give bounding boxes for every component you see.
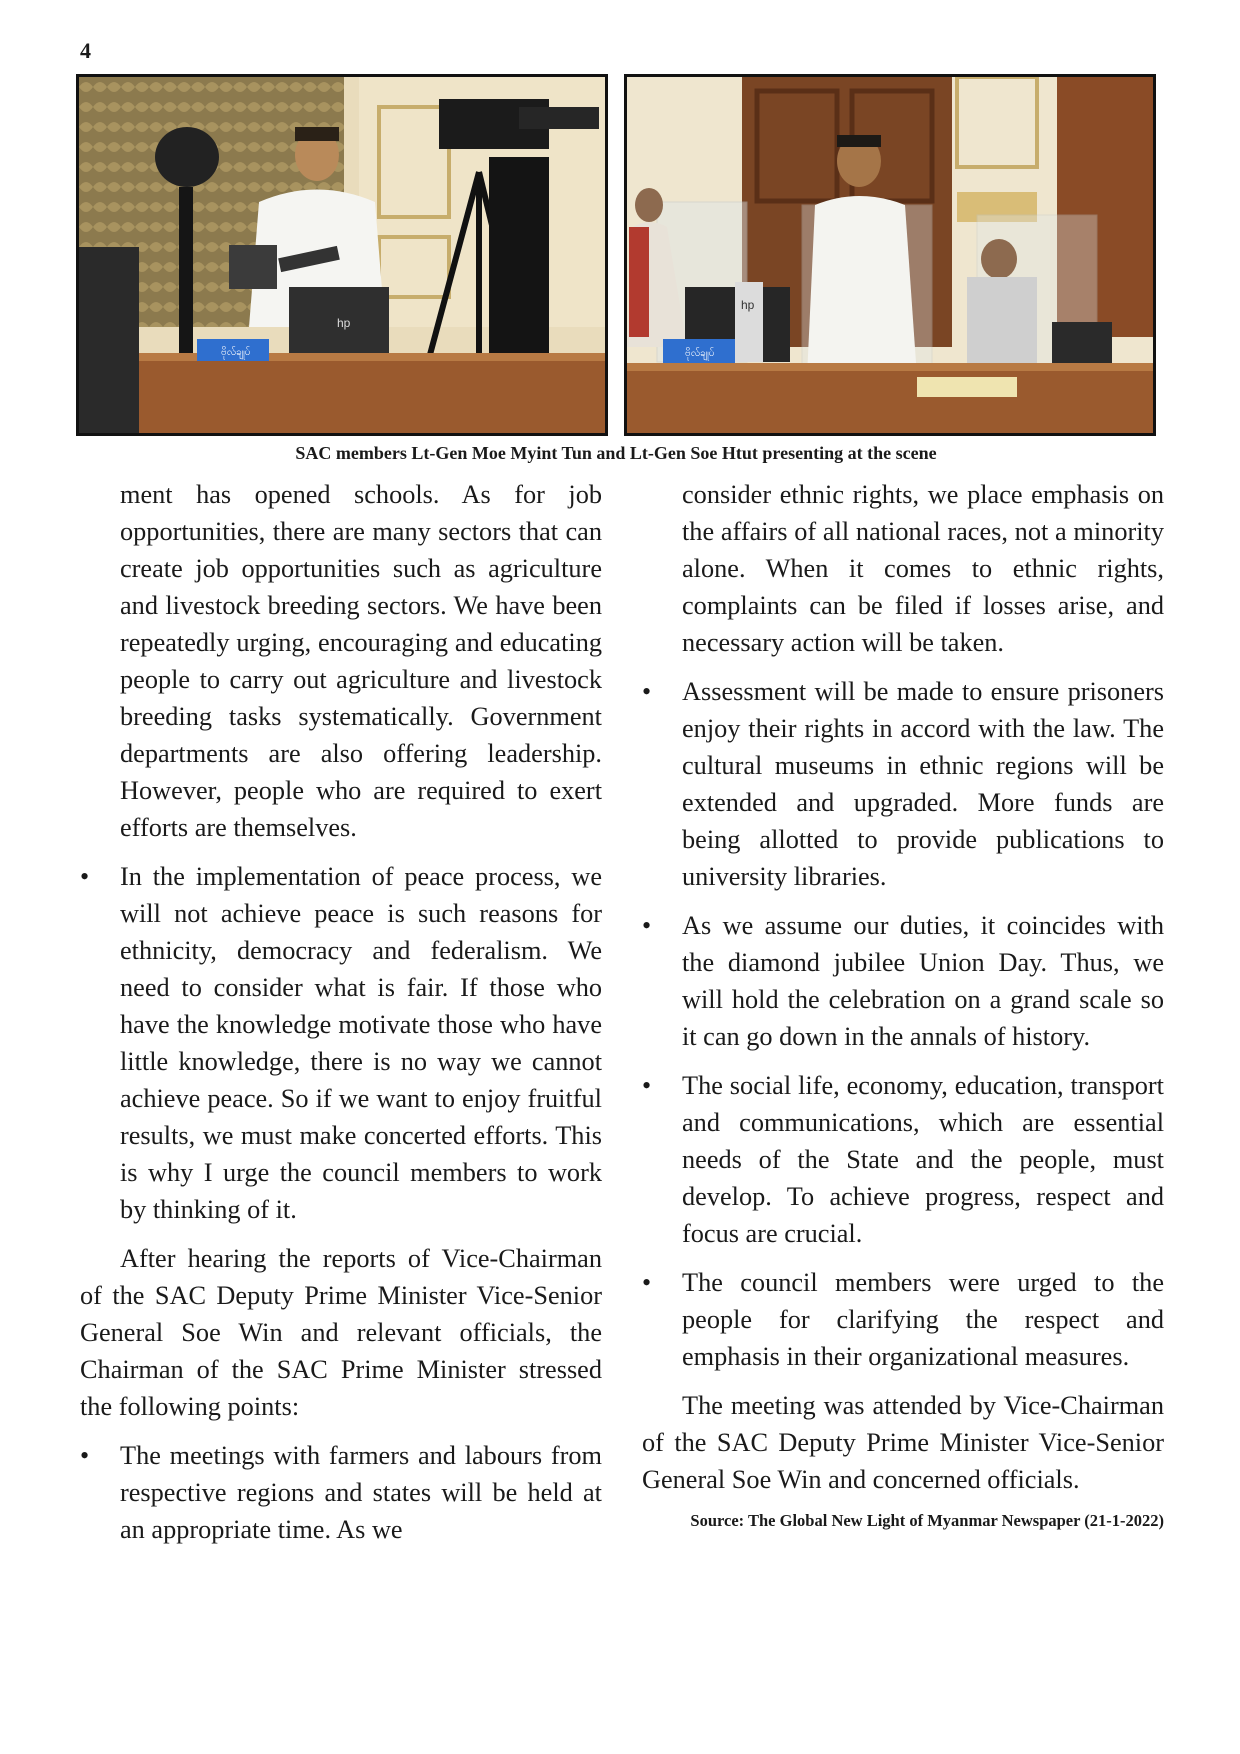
article-column-right (642, 476, 1164, 1532)
bullet-dot: • (80, 1441, 90, 1470)
meeting-photo-right (624, 74, 1156, 436)
body-paragraph: After hearing the reports of Vice-Chairman of the SAC Deputy Prime Minister Vice-Senior General Soe Win and relevant officials, the Chairman of the SAC Prime Minister stressed the following points: (80, 1244, 602, 1421)
closing-paragraph: The meeting was attended by Vice-Chairman of the SAC Deputy Prime Minister Vice-Senior General Soe Win and concerned officials. (642, 1391, 1164, 1494)
bullet-dot: • (642, 911, 652, 940)
source-credit: Source: The Global New Light of Myanmar Newspaper (21-1-2022) (690, 1511, 1164, 1530)
bullet-text: The council members were urged to the people for clarifying the respect and emphasis in their organizational measures. (682, 1268, 1164, 1371)
bullet-item (80, 1437, 602, 1548)
continued-paragraph: consider ethnic rights, we place emphasis on the affairs of all national races, not a minority alone. When it comes to ethnic rights, complaints can be filed if losses arise, and necessary action will be taken. (682, 480, 1164, 657)
article-column-left (80, 476, 602, 1560)
bullet-dot: • (80, 862, 90, 891)
name-plate-right: ဗိုလ်ချုပ် (685, 348, 715, 359)
bullet-item (642, 673, 1164, 895)
bullet-text: The meetings with farmers and labours from respective regions and states will be held at an appropriate time. As we (120, 1441, 602, 1544)
bullet-dot: • (642, 677, 652, 706)
bullet-text: As we assume our duties, it coincides with the diamond jubilee Union Day. Thus, we will hold the celebration on a grand scale so it can go down in the annals of history. (682, 911, 1164, 1051)
hp-logo-right: hp (741, 298, 755, 312)
bullet-item (642, 1264, 1164, 1375)
photo-caption: SAC members Lt-Gen Moe Myint Tun and Lt-Gen Soe Htut presenting at the scene (295, 443, 937, 463)
bullet-text: The social life, economy, education, transport and communications, which are essential needs of the State and the people, must develop. To achieve progress, respect and focus are crucial. (682, 1071, 1164, 1248)
bullet-text: Assessment will be made to ensure prisoners enjoy their rights in accord with the law. The cultural museums in ethnic regions will be extended and upgraded. More funds are being allotted to provide publications to university libraries. (682, 677, 1164, 891)
meeting-photo-right-illustration (627, 77, 1153, 433)
continued-paragraph: ment has opened schools. As for job opportunities, there are many sectors that can create job opportunities such as agriculture and livestock breeding sectors. We have been repeatedly urging, encouraging and educating people to carry out agriculture and livestock breeding tasks systematically. Government departments are also offering leadership. However, people who are required to exert efforts are themselves. (120, 480, 602, 842)
page-number: 4 (80, 38, 91, 63)
meeting-photo-left-illustration (79, 77, 605, 433)
bullet-text: In the implementation of peace process, we will not achieve peace is such reasons for ethnicity, democracy and federalism. We need to consider what is fair. If those who have the knowledge motivate those who have little knowledge, there is no way we cannot achieve peace. So if we want to enjoy fruitful results, we must make concerted efforts. This is why I urge the council members to work by thinking of it. (120, 862, 602, 1224)
bullet-item (642, 907, 1164, 1055)
meeting-photo-left (76, 74, 608, 436)
bullet-item (80, 858, 602, 1228)
hp-logo-left: hp (337, 316, 351, 330)
bullet-item (642, 1067, 1164, 1252)
bullet-dot: • (642, 1071, 652, 1100)
bullet-dot: • (642, 1268, 652, 1297)
name-plate-left: ဗိုလ်ချုပ် (221, 347, 251, 358)
